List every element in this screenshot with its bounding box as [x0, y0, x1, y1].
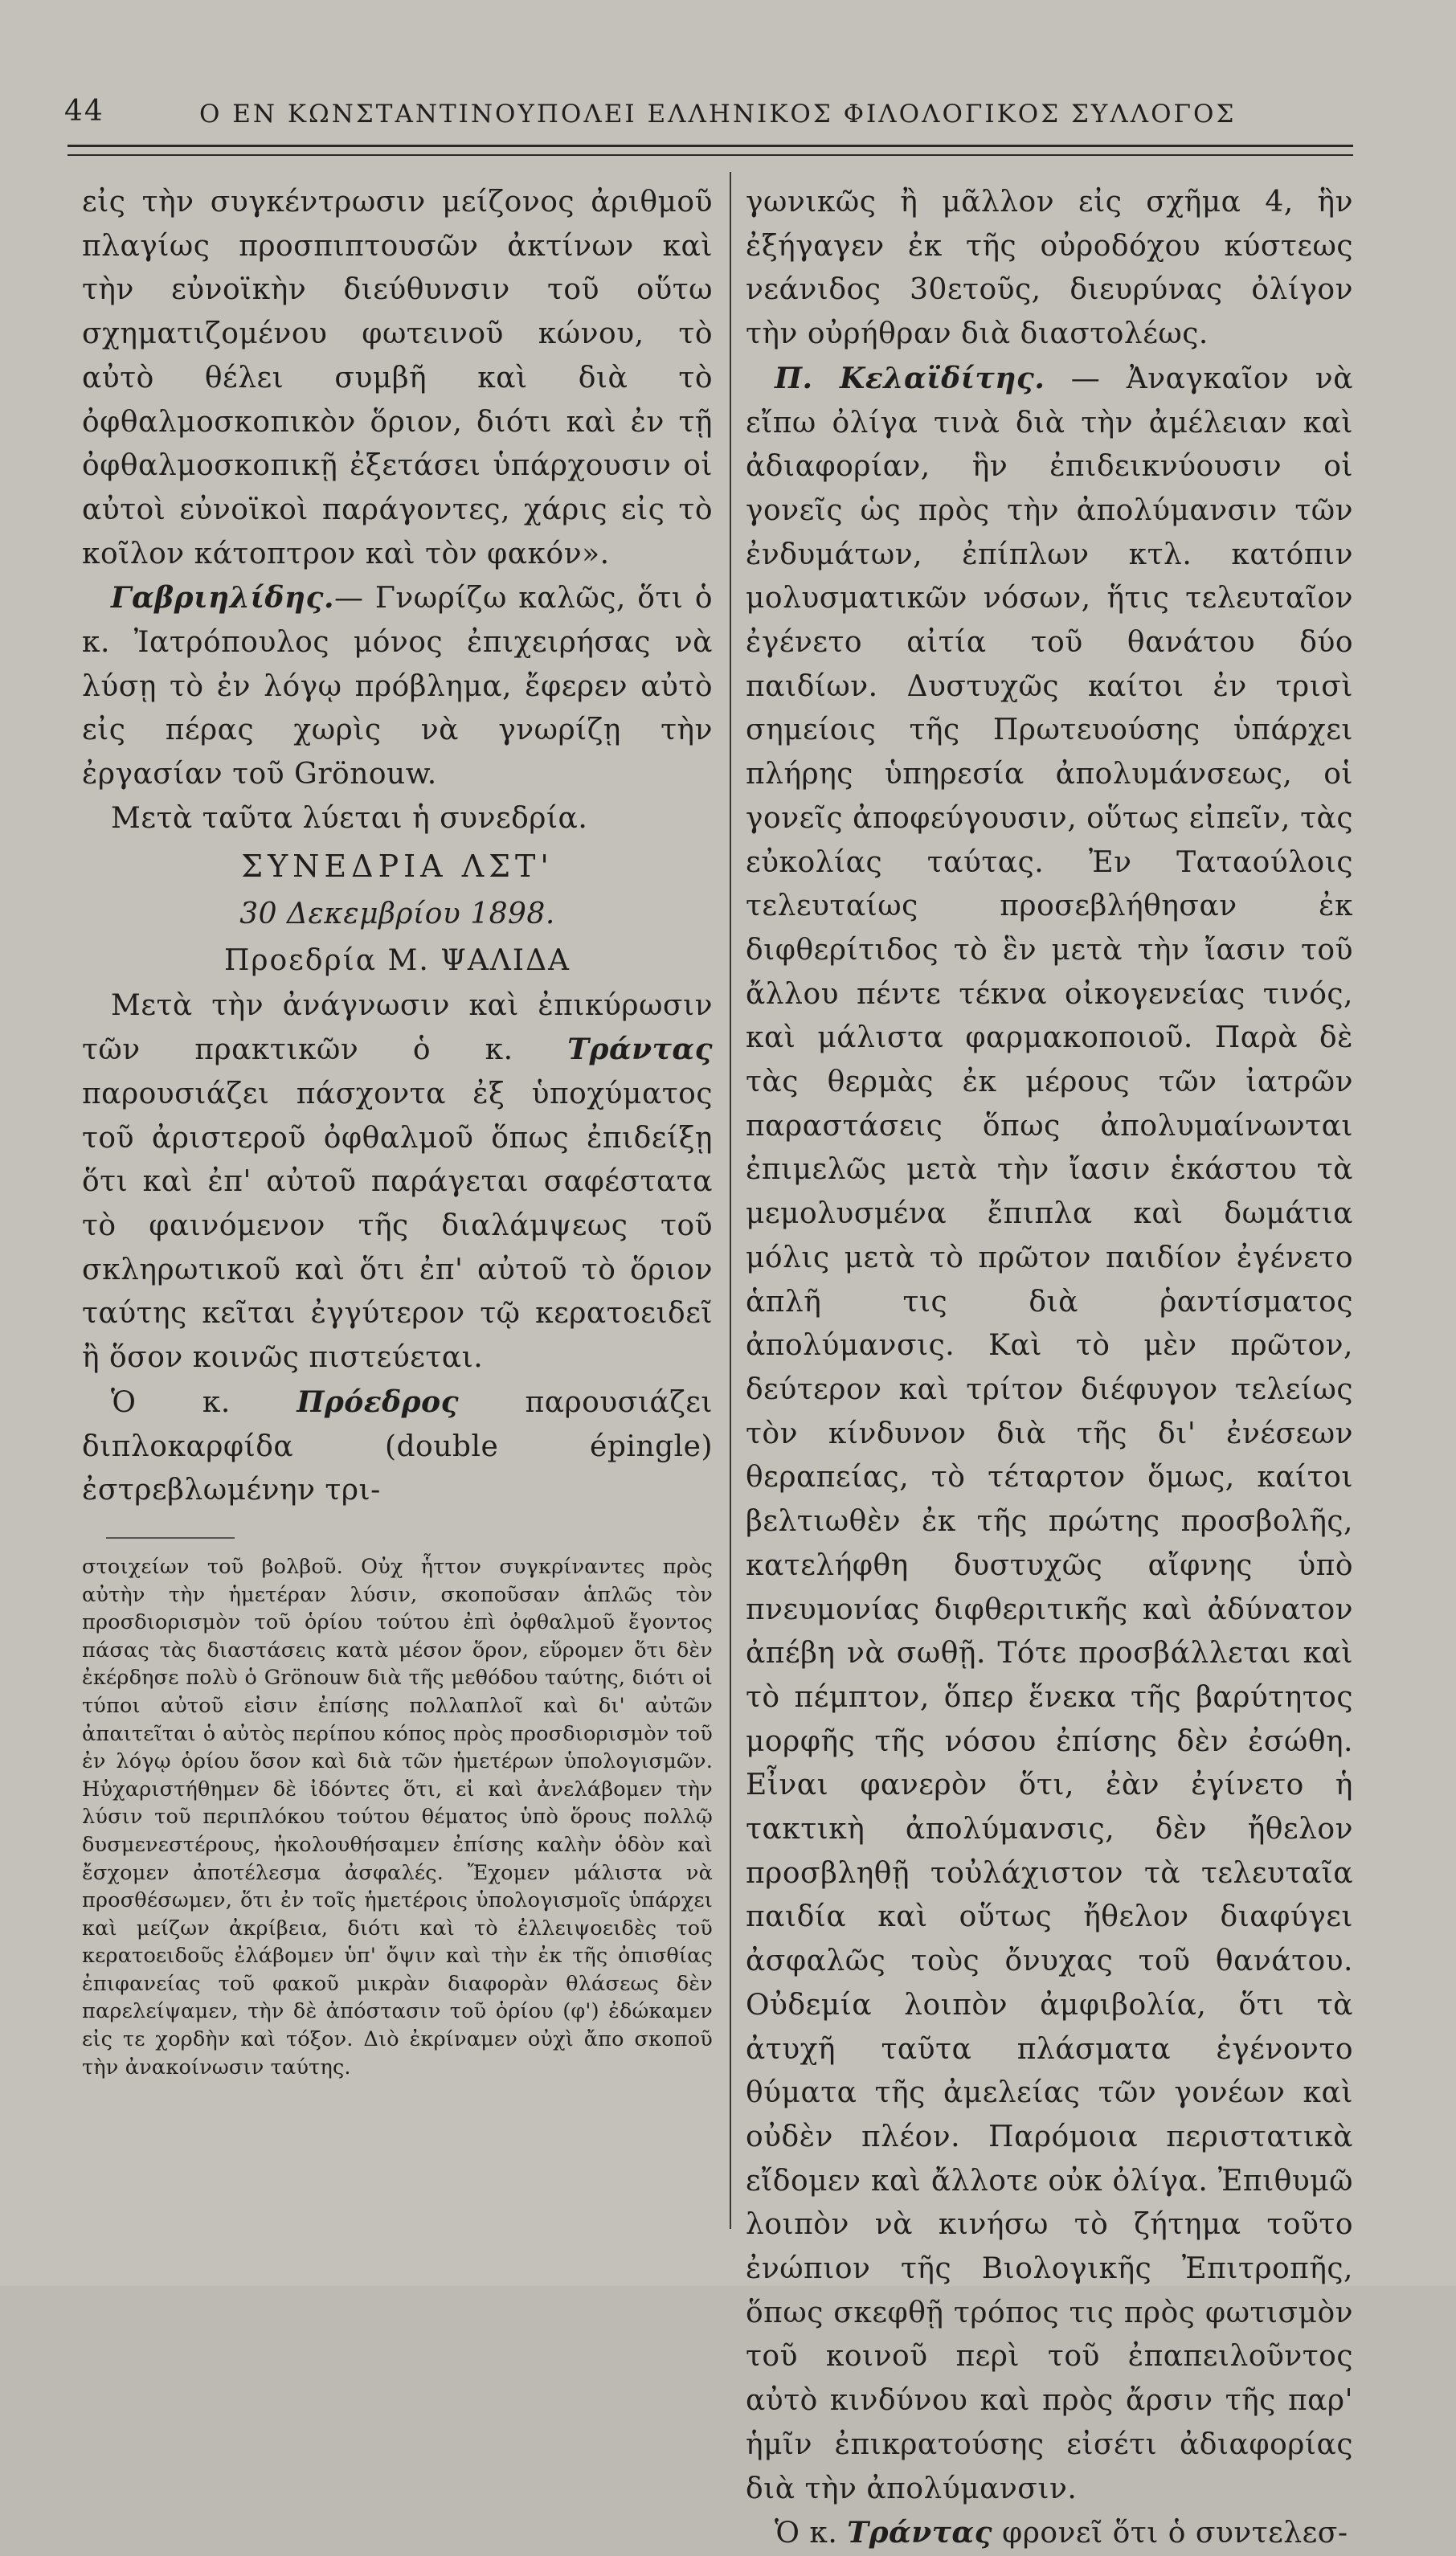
footnote-rule — [106, 1537, 235, 1539]
left-paragraph-1: εἰς τὴν συγκέντρωσιν μείζονος ἀριθμοῦ πλαγίως προσπιπτουσῶν ἀκτίνων καὶ τὴν εὐνοϊκὴν διεύθυνσιν τοῦ οὕτω σχηματιζομένου φωτεινοῦ κώνου, τὸ αὐτὸ θέλει συμβῆ καὶ διὰ τὸ ὀφθαλμοσκοπικὸν ὅριον, διότι καὶ ἐν τῇ ὀφθαλμοσκοπικῇ ἐξετάσει ὑπάρχουσιν οἱ αὐτοὶ εὐνοϊκοὶ παράγοντες, χάρις εἰς τὸ κοῖλον κάτοπτρον καὶ τὸν φακόν». — [82, 186, 713, 570]
header-rule-top — [67, 145, 1353, 147]
right-paragraph-2-text: — Ἀναγκαῖον νὰ εἴπω ὀλίγα τινὰ διὰ τὴν ἀμέλειαν καὶ ἀδιαφορίαν, ἣν ἐπιδεικνύουσιν οἱ γονεῖς ὡς πρὸς τὴν ἀπολύμανσιν τῶν ἐνδυμάτων, ἐπίπλων κτλ. κατόπιν μολυσματικῶν νόσων, ἥτις τελευταῖον ἐγένετο αἰτία τοῦ θανάτου δύο παιδίων. Δυστυχῶς καίτοι ἐν τρισὶ σημείοις τῆς Πρωτευούσης ὑπάρχει πλήρης ὑπηρεσία ἀπολυμάνσεως, οἱ γονεῖς ἀποφεύγουσιν, οὕτως εἰπεῖν, τὰς εὐκολίας ταύτας. Ἐν Ταταούλοις τελευταίως προσεβλήθησαν ἐκ διφθερίτιδος τὸ ἓν μετὰ τὴν ἴασιν τοῦ ἄλλου πέντε τέκνα οἰκογενείας τινός, καὶ μάλιστα φαρμακοποιοῦ. Παρὰ δὲ τὰς θερμὰς ἐκ μέρους τῶν ἰατρῶν παραστάσεις ὅπως ἀπολυμαίνωνται ἐπιμελῶς μετὰ τὴν ἴασιν ἑκάστου τὰ μεμολυσμένα ἔπιπλα καὶ δωμάτια μόλις μετὰ τὸ πρῶτον παιδίον ἐγένετο ἁπλῆ τις διὰ ῥαντίσματος ἀπολύμανσις. Καὶ τὸ μὲν πρῶτον, δεύτερον καὶ τρίτον διέφυγον τελείως τὸν κίνδυνον διὰ τῆς δι' ἐνέσεων θεραπείας, τὸ τέταρτον ὅμως, καίτοι βελτιωθὲν ἐκ τῆς πρώτης προσβολῆς, κατελήφθη δυστυχῶς αἴφνης ὑπὸ πνευμονίας διφθεριτικῆς καὶ ἀδύνατον ἀπέβη νὰ σωθῇ. Τότε προσβάλλεται καὶ τὸ πέμπτον, ὅπερ ἕνεκα τῆς βαρύτητος μορφῆς τῆς νόσου ἐπίσης δὲν ἐσώθη. Εἶναι φανερὸν ὅτι, ἐὰν ἐγίνετο ἡ τακτικὴ ἀπολύμανσις, δὲν ἤθελον προσβληθῇ τοὐλάχιστον τὰ τελευταῖα παιδία καὶ οὕτως ἤθελον διαφύγει ἀσφαλῶς τοὺς ὄνυχας τοῦ θανάτου. Οὐδεμία λοιπὸν ἀμφιβολία, ὅτι τὰ ἀτυχῆ ταῦτα πλάσματα ἐγένοντο θύματα τῆς ἀμελείας τῶν γονέων καὶ οὐδὲν πλέον. Παρόμοια περιστατικὰ εἴδομεν καὶ ἄλλοτε οὐκ ὀλίγα. Ἐπιθυμῶ λοιπὸν νὰ κινήσω τὸ ζήτημα τοῦτο ἐνώπιον τῆς Βιολογικῆς Ἐπιτροπῆς, ὅπως σκεφθῇ τρόπος τις πρὸς φωτισμὸν τοῦ κοινοῦ περὶ τοῦ ἐπαπειλοῦντος αὐτὸ κινδύνου καὶ πρὸς ἄρσιν τῆς παρ' ἡμῖν ἐπικρατούσης εἰσέτι ἀδιαφορίας διὰ τὴν ἀπολύμανσιν. — [746, 362, 1354, 2505]
left-paragraph-4-text-b: παρουσιάζει πάσχοντα ἐξ ὑποχύματος τοῦ ἀριστεροῦ ὀφθαλμοῦ ὅπως ἐπιδείξῃ ὅτι καὶ ἐπ' αὐτοῦ παράγεται σαφέστατα τὸ φαινόμενον τῆς διαλάμψεως τοῦ σκληρωτικοῦ καὶ ὅτι ἐπ' αὐτοῦ τὸ ὅριον ταύτης κεῖται ἐγγύτερον τῷ κερατοειδεῖ ἢ ὅσον κοινῶς πιστεύεται. — [82, 1077, 713, 1375]
left-paragraph-5-text-b: παρουσιάζει διπλοκαρφίδα (double épingle) ἐστρεβλωμένην τρι- — [82, 1385, 714, 1507]
left-paragraph-4-text-a: Μετὰ τὴν ἀνάγνωσιν καὶ ἐπικύρωσιν τῶν πρακτικῶν ὁ κ. — [82, 988, 713, 1067]
header-rule-bottom — [67, 154, 1353, 156]
right-paragraph-3-text-b: φρονεῖ ὅτι ὁ συντελεσ- — [1002, 2517, 1348, 2550]
speaker-name: Τράντας — [567, 1033, 713, 1067]
speaker-name: Π. Κελαϊδίτης. — [775, 361, 1045, 395]
left-paragraph-5 — [82, 1380, 713, 1513]
left-column — [82, 181, 713, 2081]
right-paragraph-3-text-a: Ὁ κ. — [775, 2517, 838, 2550]
left-paragraph-2-text: — Γνωρίζω καλῶς, ὅτι ὁ κ. Ἰατρόπουλος μόνος ἐπιχειρήσας νὰ λύσῃ τὸ ἐν λόγῳ πρόβλημα, ἔφερεν αὐτὸ εἰς πέρας χωρὶς νὰ γνωρίζῃ τὴν ἐργασίαν τοῦ Grönouw. — [82, 582, 713, 791]
left-paragraph-2 — [82, 576, 713, 797]
right-paragraph-2 — [746, 357, 1353, 2511]
speaker-name: Πρόεδρος — [297, 1384, 460, 1419]
page-header — [64, 90, 1350, 135]
left-paragraph-4 — [82, 984, 713, 1380]
left-paragraph-5-text-a: Ὁ κ. — [111, 1385, 231, 1419]
right-column — [746, 181, 1353, 2556]
speaker-name: Γαβριηλίδης. — [111, 581, 335, 615]
column-divider — [730, 172, 731, 2229]
session-title: ΣΥΝΕΔΡΙΑ ΛΣΤ' — [241, 848, 554, 884]
session-chair: Προεδρία Μ. ΨΑΛΙΔΑ — [223, 943, 571, 977]
footnote: στοιχείων τοῦ βολβοῦ. Οὐχ ἧττον συγκρίναντες πρὸς αὐτὴν τὴν ἡμετέραν λύσιν, σκοποῦσαν ἁπλῶς τὸν προσδιορισμὸν τοῦ ὁρίου τούτου ἐπὶ ὀφθαλμοῦ ἔγοντος πάσας τὰς διαστάσεις κατὰ μέσον ὅρον, εὕρομεν ὅτι δὲν ἐκέρδησε πολὺ ὁ Grönouw διὰ τῆς μεθόδου ταύτης, διότι οἱ τύποι αὐτοῦ εἰσιν ἐπίσης πολλαπλοῖ καὶ δι' αὐτῶν ἀπαιτεῖται ὁ αὐτὸς περίπου κόπος πρὸς προσδιορισμὸν τοῦ ἐν λόγῳ ὁρίου ὅσον καὶ διὰ τῶν ἡμετέρων ὑπολογισμῶν. Ηὐχαριστήθημεν δὲ ἰδόντες ὅτι, εἰ καὶ ἀνελάβομεν τὴν λύσιν τοῦ περιπλόκου τούτου θέματος ὑπὸ ὅρους πολλῷ δυσμενεστέρους, ἠκολουθήσαμεν ἐπίσης καλὴν ὁδὸν καὶ ἔσχομεν ἀποτέλεσμα ἀσφαλές. Ἔχομεν μάλιστα νὰ προσθέσωμεν, ὅτι ἐν τοῖς ἡμετέροις ὑπολογισμοῖς ὑπάρχει καὶ μείζων ἀκρίβεια, διότι καὶ τὸ ἐλλειψοειδὲς τοῦ κερατοειδοῦς ἐλάβομεν ὑπ' ὄψιν καὶ τὴν ἐκ τῆς ὀπισθίας ἐπιφανείας τοῦ φακοῦ μικρὰν διαφορὰν θλάσεως δὲν παρελείψαμεν, τὴν δὲ ἀπόστασιν τοῦ ὁρίου (φ') ἐδώκαμεν εἰς τε χορδὴν καὶ τόξον. Διὸ ἐκρίναμεν οὐχὶ ἄπο σκοποῦ τὴν ἀνακοίνωσιν ταύτης. — [82, 1554, 713, 2080]
page-number: 44 — [64, 95, 104, 128]
left-paragraph-3: Μετὰ ταῦτα λύεται ἡ συνεδρία. — [111, 801, 588, 835]
session-date: 30 Δεκεμβρίου 1898. — [239, 897, 555, 930]
right-paragraph-3 — [746, 2511, 1353, 2556]
speaker-name: Τράντας — [847, 2516, 993, 2550]
right-paragraph-1: γωνικῶς ἢ μᾶλλον εἰς σχῆμα 4, ἣν ἐξήγαγεν ἐκ τῆς οὐροδόχου κύστεως νεάνιδος 30ετοῦς, διευρύνας ὀλίγον τὴν οὐρήθραν διὰ διαστολέως. — [746, 186, 1353, 351]
running-title: Ο ΕΝ ΚΩΝΣΤΑΝΤΙΝΟΥΠΟΛΕΙ ΕΛΛΗΝΙΚΟΣ ΦΙΛΟΛΟΓΙΚΟΣ ΣΥΛΛΟΓΟΣ — [199, 100, 1237, 129]
